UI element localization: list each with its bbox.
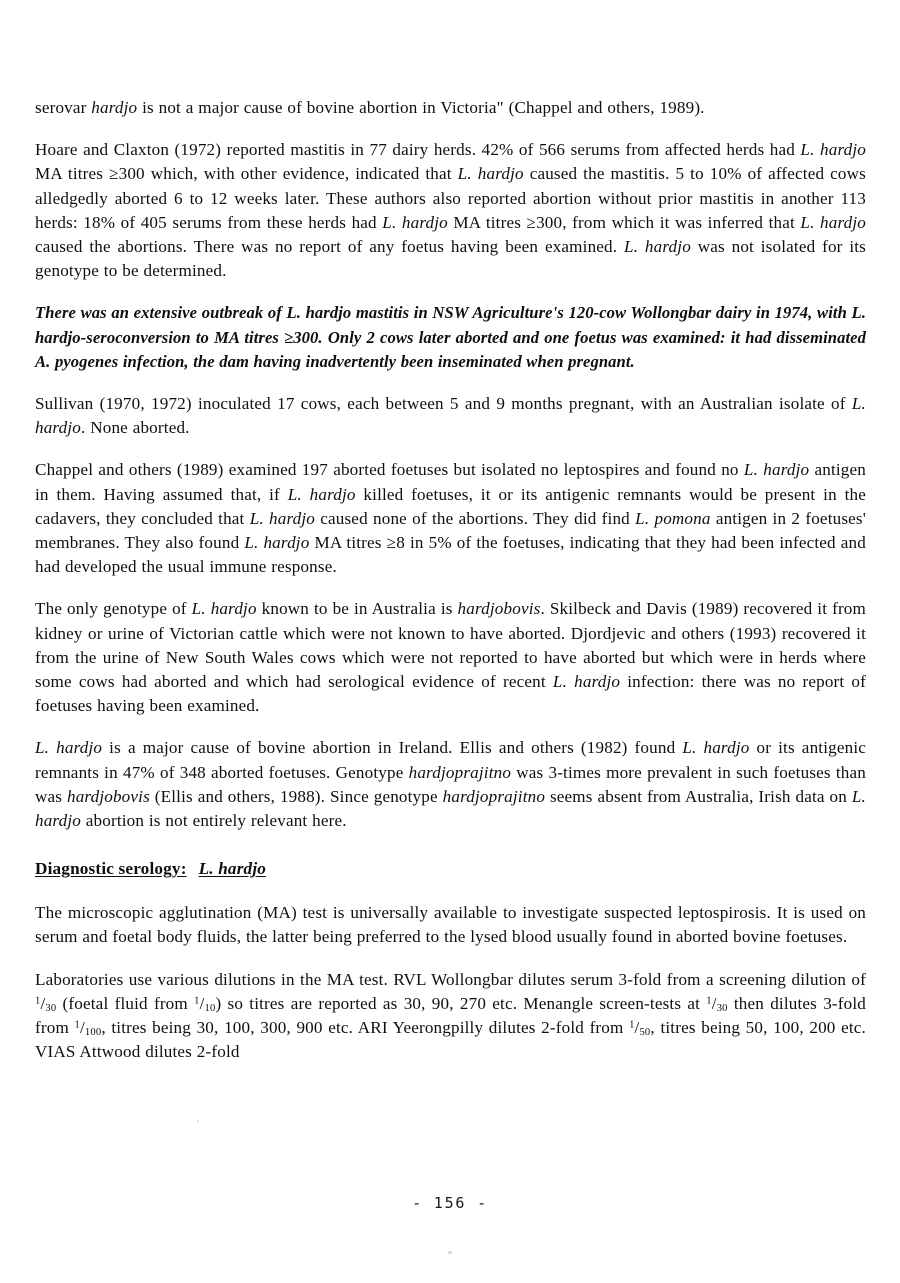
italic-run: L. hardjo — [244, 533, 310, 553]
italic-run: L. hardjo — [35, 786, 866, 831]
italic-run: L. hardjo — [800, 140, 866, 160]
paragraph-3-emphasis: There was an extensive outbreak of L. hardjo mastitis in NSW Agriculture's 120-cow Wollongbar dairy in 1974, with L. hardjo-seroconversion to MA titres ≥300. Only 2 cows later aborted and one foetus was examined: it had disseminated A. pyogenes infection, the dam having inadvertently been inseminated when pregnant. — [35, 303, 866, 371]
scan-speck — [197, 1120, 199, 1122]
italic-run: L. hardjo — [191, 599, 257, 619]
italic-run: L. pomona — [635, 508, 711, 528]
paragraph-4: Sullivan (1970, 1972) inoculated 17 cows, each between 5 and 9 months pregnant, with an Australian isolate of L. hardjo. None aborted. — [35, 394, 866, 438]
italic-run: L. hardjo — [35, 738, 103, 758]
fraction-slash: / — [634, 1018, 640, 1038]
fraction-one-tenth — [194, 994, 215, 1013]
italic-run: L. hardjo — [249, 508, 316, 528]
fraction-slash: / — [40, 993, 46, 1013]
heading-italic-organism: L. hardjo — [198, 859, 267, 879]
italic-run: hardjobovis — [66, 786, 150, 806]
paragraph-7: L. hardjo is a major cause of bovine abortion in Ireland. Ellis and others (1982) found L. hardjo or its antigenic remnants in 47% of 348 aborted foetuses. Genotype hardjoprajitno was 3-times more prevalent in such foetuses than was hardjobovis (Ellis and others, 1988). Since genotype hardjoprajitno seems absent from Australia, Irish data on L. hardjo abortion is not entirely relevant here. — [35, 738, 866, 831]
fraction-slash: / — [199, 993, 205, 1013]
fraction-denominator: 100 — [84, 1027, 102, 1038]
italic-run: hardjoprajitno — [408, 762, 512, 782]
fraction-one-hundredth — [75, 1018, 102, 1037]
paragraph-1: serovar hardjo is not a major cause of bovine abortion in Victoria" (Chappel and others, 1989). — [35, 98, 705, 117]
fraction-one-thirtieth-2 — [706, 994, 727, 1013]
italic-run: L. hardjo — [552, 672, 621, 692]
italic-run: L. hardjo — [682, 738, 750, 758]
paragraph-9-dilutions — [35, 968, 866, 1065]
fraction-numerator: 1 — [629, 1019, 635, 1031]
page-number: - 156 - — [412, 1194, 488, 1212]
section-heading-diagnostic-serology — [35, 859, 866, 879]
italic-run: hardjoprajitno — [442, 786, 546, 806]
italic-run: L. hardjo — [743, 460, 810, 480]
heading-label: Diagnostic serology: — [35, 859, 187, 879]
fraction-slash: / — [711, 993, 717, 1013]
fraction-denominator: 30 — [716, 1002, 728, 1014]
italic-run: L. hardjo — [35, 394, 866, 438]
italic-run: L. hardjo — [382, 212, 448, 232]
dilutions-text-1: Laboratories use various dilutions in the MA test. RVL Wollongbar dilutes serum 3-fold from a screening dilution of — [35, 969, 866, 989]
italic-run: L. hardjo — [287, 484, 356, 504]
paragraph-2: Hoare and Claxton (1972) reported mastitis in 77 dairy herds. 42% of 566 serums from affected herds had L. hardjo MA titres ≥300 which, with other evidence, indicated that L. hardjo caused the mastitis. 5 to 10% of affected cows alledgedly aborted 6 to 12 weeks later. These authors also reported abortion without prior mastitis in another 113 herds: 18% of 405 serums from these herds had L. hardjo MA titres ≥300, from which it was inferred that L. hardjo caused the abortions. There was no report of any foetus having been examined. L. hardjo was not isolated for its genotype to be determined. — [35, 140, 867, 281]
fraction-numerator: 1 — [35, 995, 41, 1007]
fraction-numerator: 1 — [74, 1019, 80, 1031]
italic-run: L. hardjo — [800, 212, 867, 232]
paragraph-5: Chappel and others (1989) examined 197 aborted foetuses but isolated no leptospires and found no L. hardjo antigen in them. Having assumed that, if L. hardjo killed foetuses, it or its antigenic remnants would be present in the cadavers, they concluded that L. hardjo caused none of the abortions. They did find L. pomona antigen in 2 foetuses' membranes. They also found L. hardjo MA titres ≥8 in 5% of the foetuses, indicating that they had been infected and had developed the usual immune response. — [35, 460, 867, 577]
dilutions-text-6: , titres being 50, 100, 200 etc. VIAS Attwood dilutes 2-fold — [35, 1018, 866, 1062]
fraction-denominator: 30 — [45, 1002, 57, 1014]
italic-run: L. hardjo — [457, 164, 524, 184]
italic-run: hardjobovis — [457, 599, 541, 619]
italic-run: hardjo — [91, 98, 138, 117]
fraction-numerator: 1 — [706, 995, 712, 1007]
dilutions-text-4: then dilutes 3-fold from — [35, 993, 867, 1038]
paragraph-8: The microscopic agglutination (MA) test is universally available to investigate suspected leptospirosis. It is used on serum and foetal body fluids, the latter being preferred to the lysed blood usually found in aborted bovine foetuses. — [35, 903, 866, 947]
italic-run: L. hardjo — [624, 237, 691, 257]
fraction-one-thirtieth — [35, 994, 56, 1013]
dilutions-text-5: , titres being 30, 100, 300, 900 etc. ARI Yeerongpilly dilutes 2-fold from — [101, 1018, 630, 1038]
page-body-text — [35, 96, 866, 1083]
scan-speck — [448, 1251, 452, 1254]
dilutions-text-2: (foetal fluid from — [56, 993, 195, 1013]
fraction-denominator: 10 — [204, 1002, 216, 1014]
paragraph-6: The only genotype of L. hardjo known to be in Australia is hardjobovis. Skilbeck and Davis (1989) recovered it from kidney or urine of Victorian cattle which were not known to have aborted. Djordjevic and others (1993) recovered it from the urine of New South Wales cows which were not reported to have aborted but which were in herds where some cows had aborted and which had serological evidence of recent L. hardjo infection: there was no report of foetuses having been examined. — [35, 599, 867, 716]
fraction-denominator: 50 — [639, 1027, 651, 1038]
fraction-numerator: 1 — [194, 995, 200, 1007]
dilutions-text-3: ) so titres are reported as 30, 90, 270 etc. Menangle screen-tests at — [215, 993, 707, 1013]
fraction-slash: / — [79, 1018, 85, 1038]
fraction-one-fiftieth — [629, 1018, 650, 1037]
